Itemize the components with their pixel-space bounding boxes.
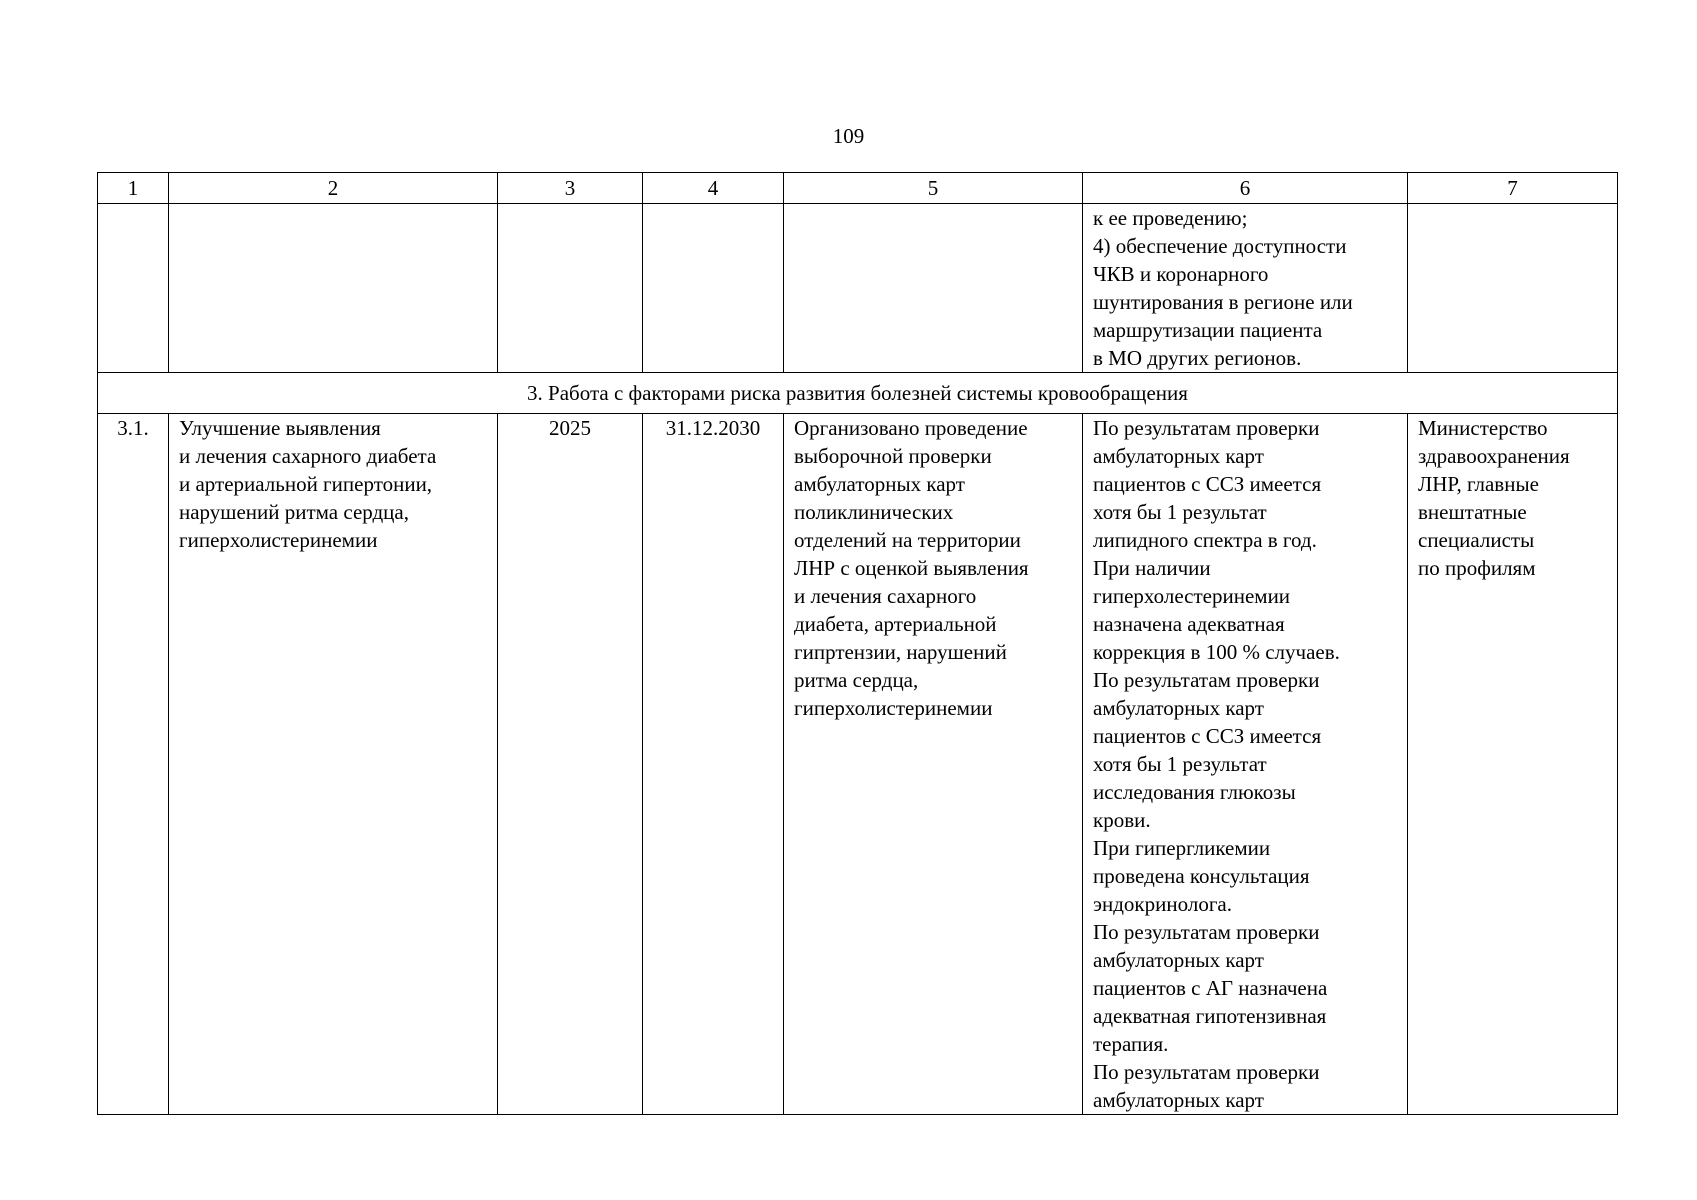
table-cell: [784, 204, 1083, 373]
text-line: ЛНР, главные: [1418, 472, 1539, 496]
text-line: амбулаторных карт: [1093, 948, 1264, 972]
result-cell: [784, 414, 1083, 1115]
text-line: исследования глюкозы: [1093, 780, 1296, 804]
text-line: пациентов с АГ назначена: [1093, 976, 1328, 1000]
text-line: пациентов с ССЗ имеется: [1093, 472, 1322, 496]
text-line: выборочной проверки: [794, 444, 992, 468]
text-line: в МО других регионов.: [1093, 346, 1302, 370]
text-line: диабета, артериальной: [794, 612, 997, 636]
text-line: маршрутизации пациента: [1093, 318, 1323, 342]
responsible-cell: [1408, 414, 1618, 1115]
text-line: коррекция в 100 % случаев.: [1093, 640, 1340, 664]
text-line: назначена адекватная: [1093, 612, 1285, 636]
text-line: гиперхолистеринемии: [794, 696, 993, 720]
text-line: 4) обеспечение доступности: [1093, 234, 1347, 258]
column-header: 2: [169, 173, 498, 204]
column-header: 4: [643, 173, 784, 204]
text-line: внештатные: [1418, 500, 1527, 524]
table-cell: [643, 204, 784, 373]
text-line: и лечения сахарного диабета: [179, 444, 437, 468]
text-line: гиперхолистеринемии: [179, 528, 378, 552]
text-line: По результатам проверки: [1093, 1060, 1320, 1084]
text-line: липидного спектра в год.: [1093, 528, 1317, 552]
text-line: пациентов с ССЗ имеется: [1093, 724, 1322, 748]
characteristics-cell: [1083, 414, 1408, 1115]
end-date: 31.12.2030: [643, 414, 784, 1115]
continuation-row: [98, 204, 1618, 373]
table-cell: [169, 204, 498, 373]
start-year: 2025: [498, 414, 643, 1115]
text-line: по профилям: [1418, 556, 1536, 580]
page-number: 109: [832, 124, 865, 148]
text-line: эндокринолога.: [1093, 892, 1233, 916]
column-header: 7: [1408, 173, 1618, 204]
text-line: ЛНР с оценкой выявления: [794, 556, 1029, 580]
text-line: амбулаторных карт: [1093, 1088, 1264, 1112]
text-line: При гипергликемии: [1093, 836, 1271, 860]
text-line: По результатам проверки: [1093, 416, 1320, 440]
table-cell: [498, 204, 643, 373]
text-line: При наличии: [1093, 556, 1211, 580]
row-number: 3.1.: [98, 414, 169, 1115]
table-cell: [1408, 204, 1618, 373]
text-line: и лечения сахарного: [794, 584, 977, 608]
table-row: [98, 414, 1618, 1115]
text-line: адекватная гипотензивная: [1093, 1004, 1327, 1028]
text-line: специалисты: [1418, 528, 1535, 552]
continuation-text-cell: [1083, 204, 1408, 373]
text-line: Организовано проведение: [794, 416, 1028, 440]
text-line: гиперхолестеринемии: [1093, 584, 1291, 608]
text-line: шунтирования в регионе или: [1093, 290, 1353, 314]
text-line: гипртензии, нарушений: [794, 640, 1007, 664]
section-title: 3. Работа с факторами риска развития болезней системы кровообращения: [98, 373, 1618, 414]
text-line: и артериальной гипертонии,: [179, 472, 433, 496]
text-line: крови.: [1093, 808, 1151, 832]
text-line: ритма сердца,: [794, 668, 919, 692]
text-line: амбулаторных карт: [794, 472, 965, 496]
section-heading-row: [98, 373, 1618, 414]
text-line: отделений на территории: [794, 528, 1021, 552]
text-line: Министерство: [1418, 416, 1548, 440]
text-line: поликлинических: [794, 500, 954, 524]
text-line: хотя бы 1 результат: [1093, 752, 1267, 776]
column-header: 1: [98, 173, 169, 204]
text-line: ЧКВ и коронарного: [1093, 262, 1269, 286]
text-line: к ее проведению;: [1093, 206, 1248, 230]
table-cell: [98, 204, 169, 373]
text-line: По результатам проверки: [1093, 920, 1320, 944]
text-line: По результатам проверки: [1093, 668, 1320, 692]
column-header: 3: [498, 173, 643, 204]
text-line: здравоохранения: [1418, 444, 1570, 468]
text-line: амбулаторных карт: [1093, 696, 1264, 720]
text-line: терапия.: [1093, 1032, 1169, 1056]
measure-name-cell: [169, 414, 498, 1115]
text-line: амбулаторных карт: [1093, 444, 1264, 468]
text-line: Улучшение выявления: [179, 416, 381, 440]
measures-table: [97, 172, 1618, 1115]
text-line: проведена консультация: [1093, 864, 1310, 888]
column-number-row: [98, 173, 1618, 204]
column-header: 6: [1083, 173, 1408, 204]
column-header: 5: [784, 173, 1083, 204]
text-line: нарушений ритма сердца,: [179, 500, 409, 524]
text-line: хотя бы 1 результат: [1093, 500, 1267, 524]
